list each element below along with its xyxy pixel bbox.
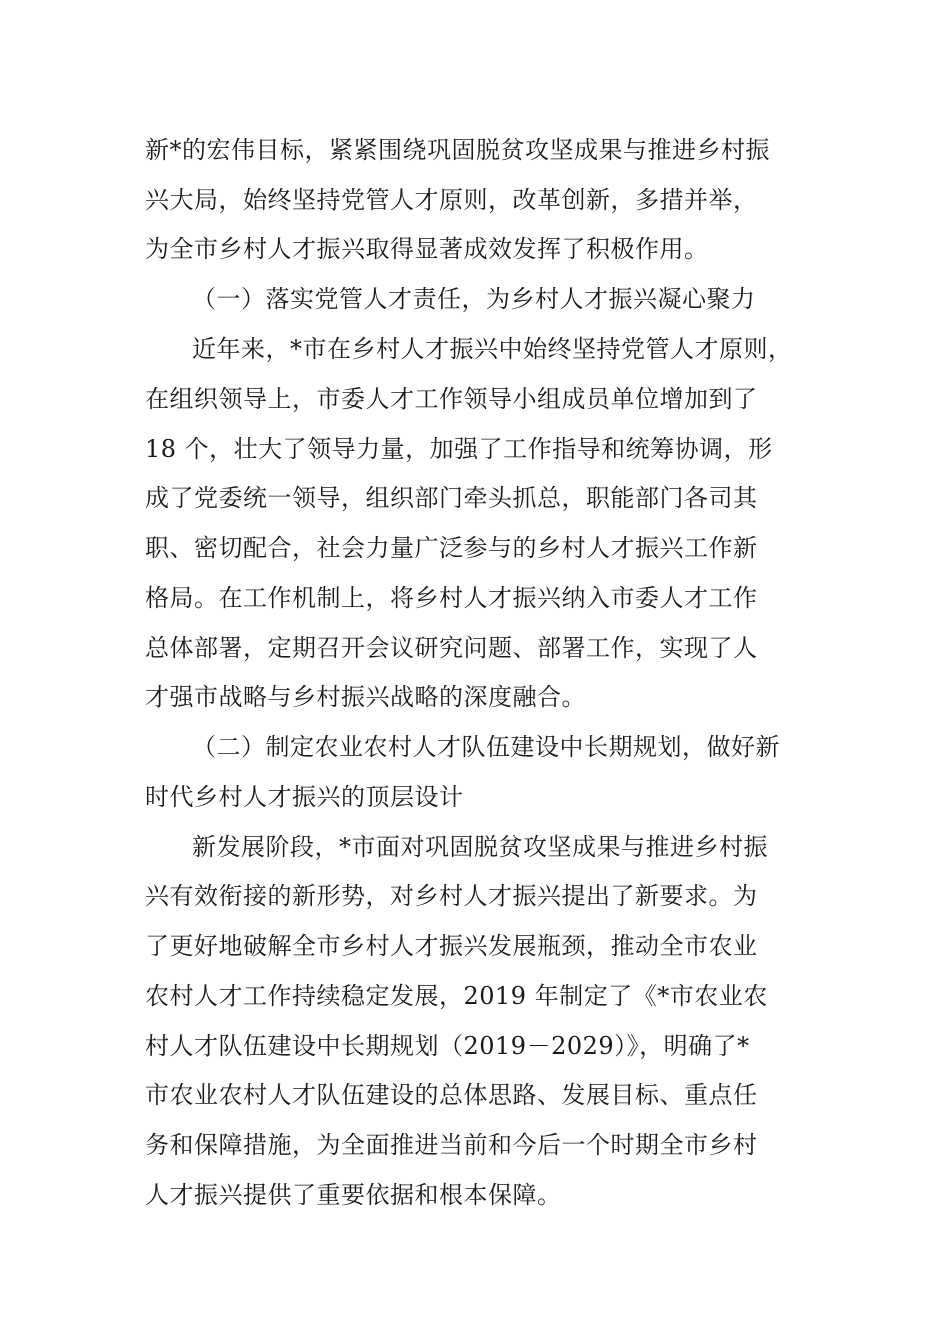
- section-heading: （二）制定农业农村人才队伍建设中长期规划，做好新: [192, 733, 780, 761]
- paragraph-line: 职、密切配合，社会力量广泛参与的乡村人才振兴工作新: [145, 534, 758, 562]
- paragraph-line: 了更好地破解全市乡村人才振兴发展瓶颈，推动全市农业: [145, 932, 758, 960]
- paragraph-line: 新*的宏伟目标，紧紧围绕巩固脱贫攻坚成果与推进乡村振: [145, 136, 770, 164]
- paragraph-line: 务和保障措施，为全面推进当前和今后一个时期全市乡村: [145, 1131, 758, 1159]
- paragraph-line: 格局。在工作机制上，将乡村人才振兴纳入市委人才工作: [145, 584, 758, 612]
- paragraph-line: 村人才队伍建设中长期规划（2019－2029）》，明确了*: [145, 1032, 750, 1060]
- paragraph-line: 兴有效衔接的新形势，对乡村人才振兴提出了新要求。为: [145, 882, 758, 910]
- paragraph-line: 为全市乡村人才振兴取得显著成效发挥了积极作用。: [145, 235, 709, 263]
- paragraph-line: 市农业农村人才队伍建设的总体思路、发展目标、重点任: [145, 1081, 758, 1109]
- section-heading-continued: 时代乡村人才振兴的顶层设计: [145, 783, 464, 811]
- paragraph-line: 在组织领导上，市委人才工作领导小组成员单位增加到了: [145, 385, 758, 413]
- paragraph-line: 才强市战略与乡村振兴战略的深度融合。: [145, 683, 586, 711]
- paragraph-line: 农村人才工作持续稳定发展，2019 年制定了《*市农业农: [145, 982, 768, 1010]
- paragraph-line: 新发展阶段，*市面对巩固脱贫攻坚成果与推进乡村振: [192, 833, 768, 861]
- paragraph-line: 人才振兴提供了重要依据和根本保障。: [145, 1181, 562, 1209]
- paragraph-line: 成了党委统一领导，组织部门牵头抓总，职能部门各司其: [145, 484, 758, 512]
- paragraph-line: 近年来，*市在乡村人才振兴中始终坚持党管人才原则，: [192, 335, 793, 363]
- section-heading: （一）落实党管人才责任，为乡村人才振兴凝心聚力: [192, 285, 756, 313]
- paragraph-line: 18 个，壮大了领导力量，加强了工作指导和统筹协调，形: [145, 435, 773, 463]
- paragraph-line: 兴大局，始终坚持党管人才原则，改革创新，多措并举，: [145, 186, 758, 214]
- paragraph-line: 总体部署，定期召开会议研究问题、部署工作，实现了人: [145, 634, 758, 662]
